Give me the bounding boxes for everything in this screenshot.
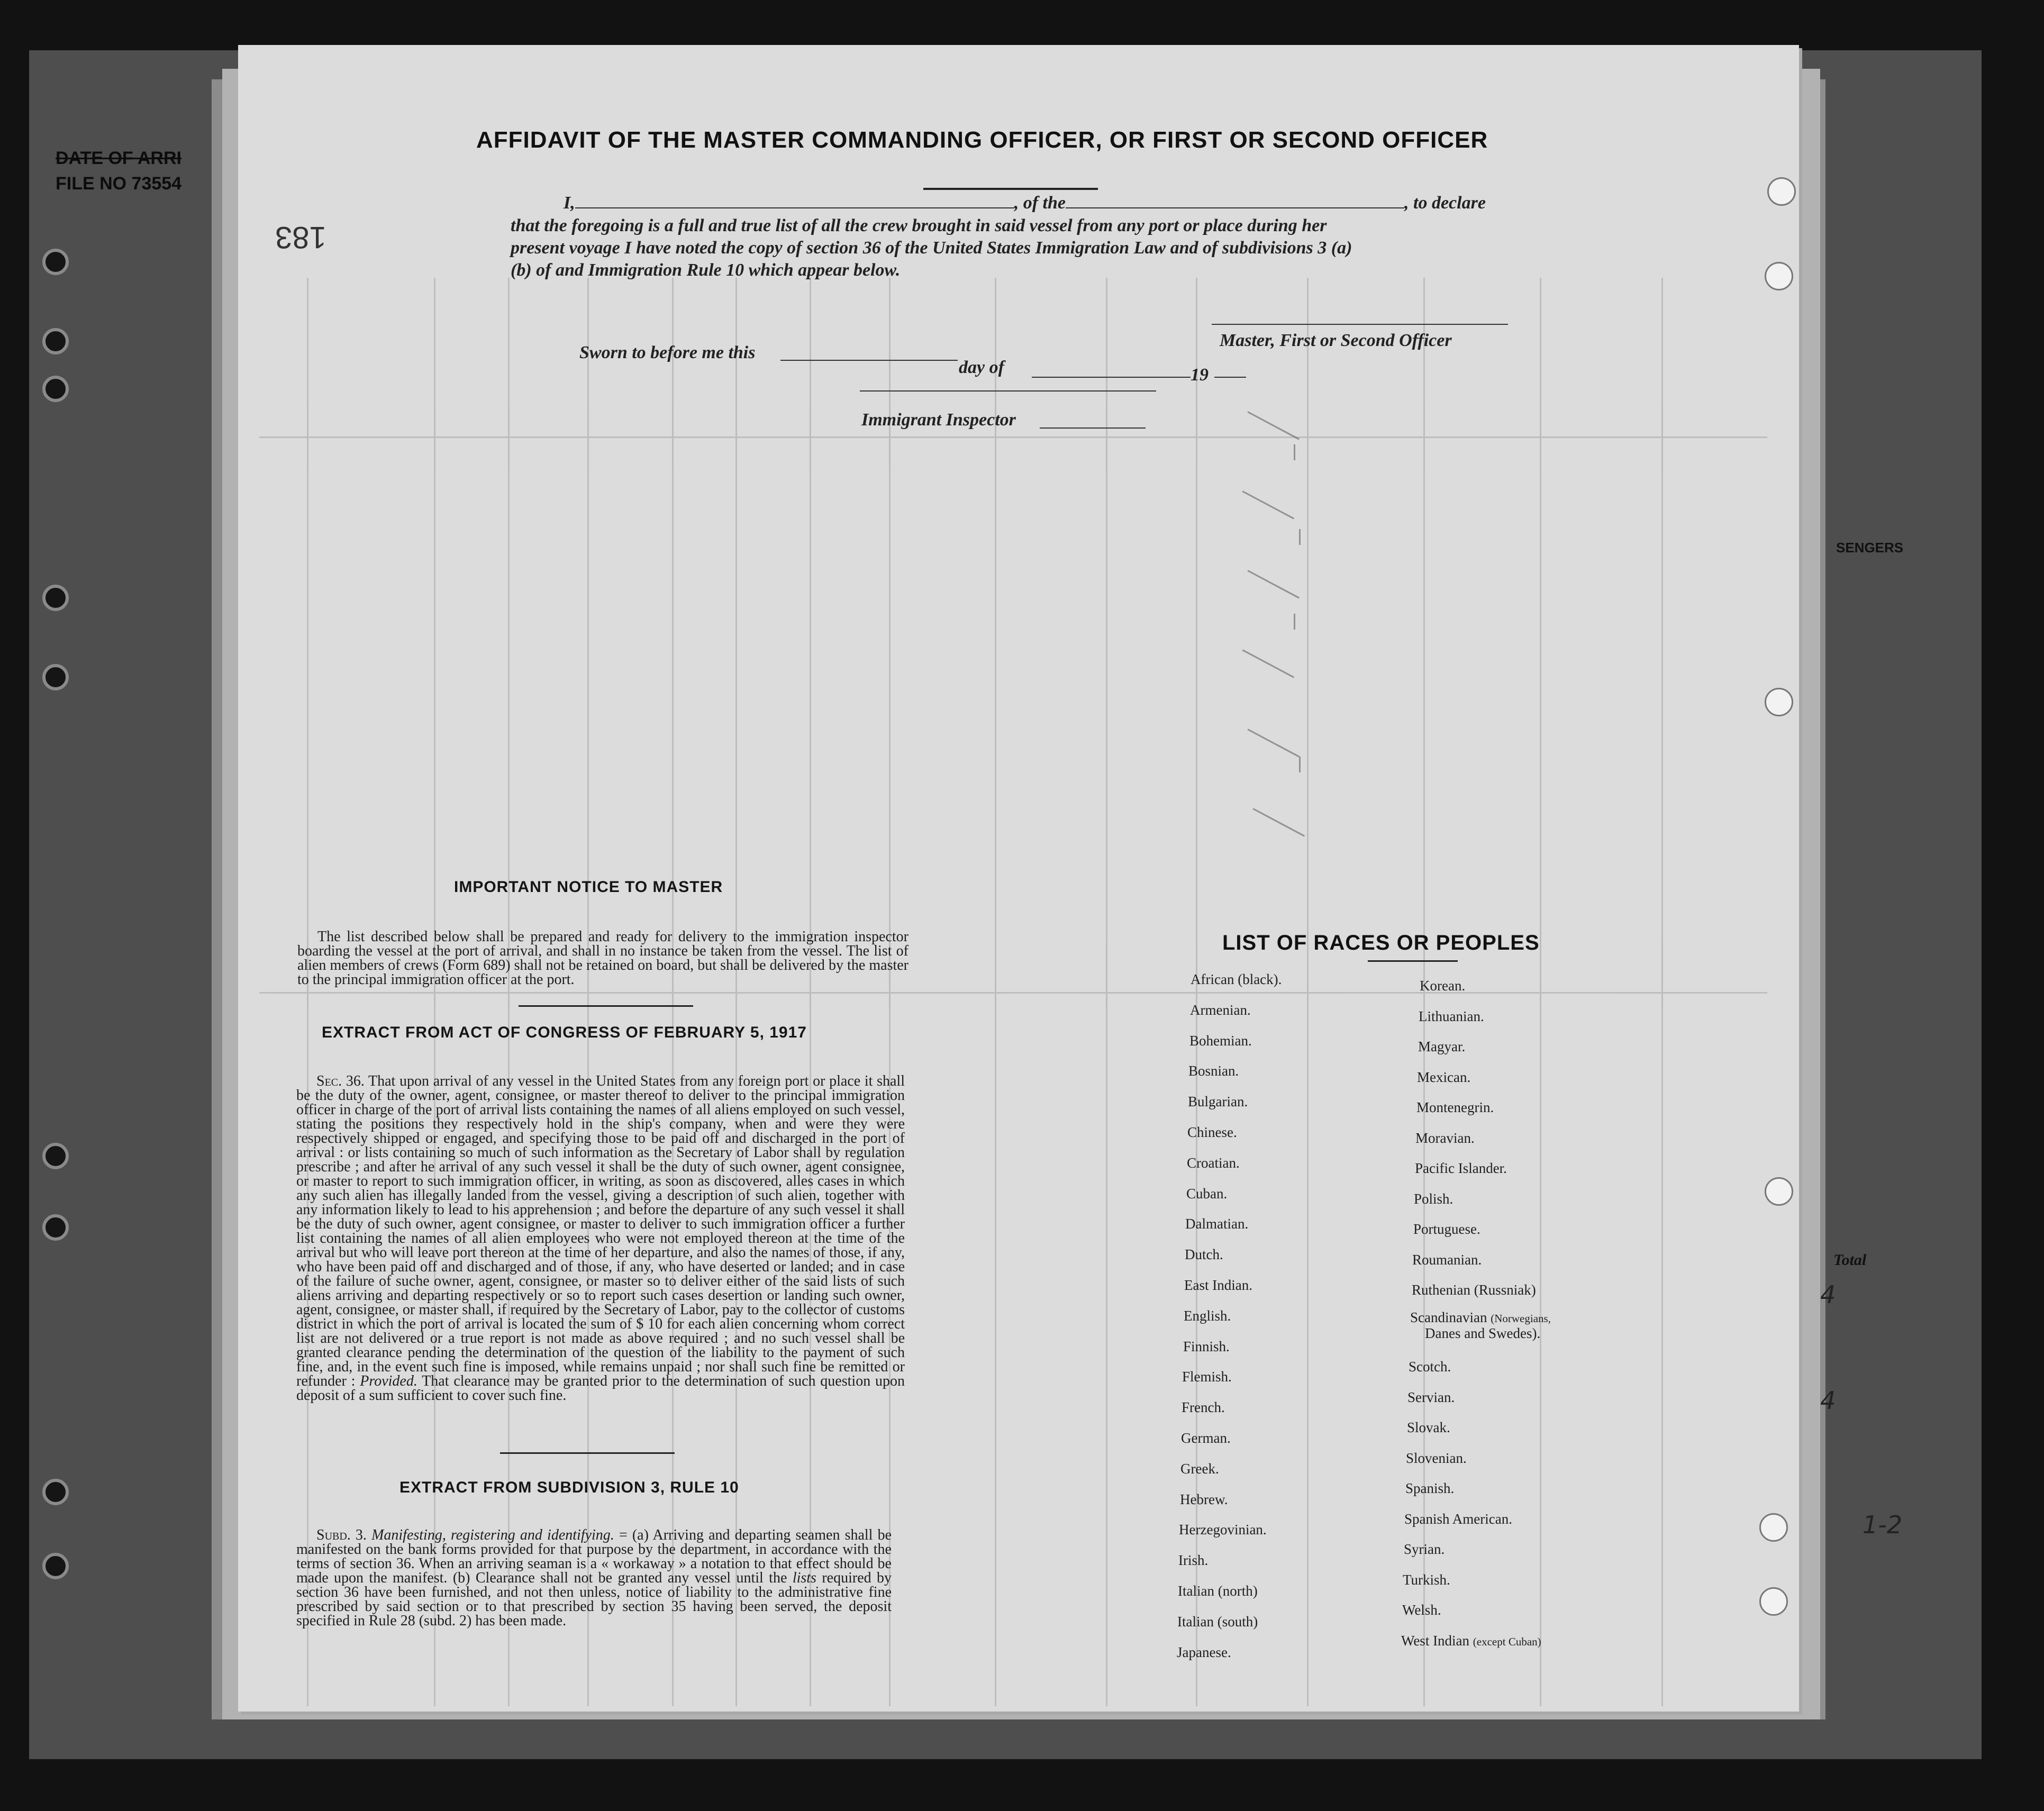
race-item: Welsh. [1402,1602,1441,1618]
sworn-month-line[interactable] [1032,377,1191,378]
race-scandinavian-line2: Danes and Swedes). [1425,1325,1541,1341]
affidavit-line-2: that the foregoing is a full and true list of all the crew brought in said vessel from any port or place during her [511,216,1327,235]
act-text-body: That upon arrival of any vessel in the United States from any foreign port or place it shall be the duty of the owner, agent, consignee, or master thereof to deliver to the principal immigration officer in charge of the port of arrival lists containing the names of all aliens employed on such vessel, stating the positions they respectively hold in the ship's company, when and were they were respectively shipped or engaged, and specifying those to be paid off and discharged in the port of arrival : or lists containing so much of such information as the Secretary of Labor shall by regulation prescribe ; and after he arrival of any such vessel it shall be the duty of such owner, agent consignee, or master to report to such immigration officer, in writing, as soon as discovered, alles cases in which any such alien has illegally landed from the vessel, giving a description of such alien, together with any information likely to lead to his apprehension ; and before the departure of any such vessel it shall be the duty of such owner, agent consignee, or master to deliver to such immigration officer a further list containing the names of all alien employees who were not employed thereon at the time of the arrival but who will leave port thereon at the time of her departure, and also the names of those, if any, who have been paid off and discharged and of those, if any, who have deserted or landed; and in case of the failure of suche owner, agent, consignee, or master so to deliver either of the said lists of such aliens arriving and departing respectively or so to report such cases desertion or landing such owner, agent, consignee, or master shall, if required by the Secretary of Labor, pay to the collector of customs district in which the port of arrival is located the sum of $ 10 for each alien concerning whom correct list are not delivered or a true report is not made as above required ; and no such vessel shall be granted clearance pending the determination of the question of the liability to the payment of such fine, and, in the event such fine is imposed, while remains unpaid ; nor shall such fine be remitted or refunder : [296,1073,905,1389]
rule-intro: Manifesting, registering and identifying. [371,1527,614,1543]
punch-hole [42,585,69,611]
senger-fragment: SENGERS [1836,540,1904,556]
race-item: Hebrew. [1180,1491,1228,1507]
race-item: Irish. [1178,1552,1209,1568]
affidavit-line-1 [564,193,1486,213]
rule-text [296,1528,892,1628]
race-item: German. [1181,1430,1231,1446]
punch-hole [42,1214,69,1241]
affidavit-title: AFFIDAVIT OF THE MASTER COMMANDING OFFICER, OR FIRST OR SECOND OFFICER [476,127,1488,153]
tick-mark [1299,529,1301,545]
race-item: Cuban. [1186,1186,1228,1202]
race-item: Magyar. [1418,1039,1466,1054]
punch-hole [42,376,69,402]
race-item: Chinese. [1187,1124,1237,1140]
punch-hole [42,1479,69,1505]
race-item: Roumanian. [1412,1252,1482,1268]
race-item: Servian. [1407,1389,1455,1405]
binder-hole [1759,1513,1788,1542]
race-item: Dutch. [1185,1246,1223,1262]
rule-text-a: = (a) Arriving and departing seamen shall be manifested on the bank forms provided for that purpose by the department, in accordance with the terms of section 36. When an arriving seaman is a « workaway » a notation to that effect should be made upon the manifest. [296,1527,892,1586]
binder-hole [1759,1587,1788,1616]
tick-mark [1299,757,1301,772]
binder-hole [1767,177,1796,206]
day-of-label: day of [959,358,1004,377]
race-item: English. [1184,1308,1231,1324]
race-item: French. [1182,1399,1225,1415]
punch-hole [42,249,69,275]
race-item: Bosnian. [1188,1063,1239,1079]
race-item: Ruthenian (Russniak) [1412,1282,1536,1298]
page-number: 183 [275,220,326,254]
race-item: Moravian. [1415,1130,1475,1146]
race-item: Bohemian. [1189,1033,1252,1049]
act-heading: EXTRACT FROM ACT OF CONGRESS OF FEBRUARY 5, 1917 [322,1024,807,1041]
handwritten-count-1: 4 [1820,1280,1836,1309]
handwritten-mark: 1-2 [1863,1510,1903,1539]
punch-hole [42,664,69,690]
race-item: Lithuanian. [1419,1008,1484,1024]
vessel-blank[interactable] [1066,207,1404,208]
rule-heading: EXTRACT FROM SUBDIVISION 3, RULE 10 [399,1479,739,1496]
race-item: East Indian. [1184,1277,1252,1293]
punch-hole [42,1143,69,1169]
master-label: Master, First or Second Officer [1220,331,1452,350]
binder-hole [1765,1177,1793,1206]
race-item: Korean. [1420,978,1466,994]
race-item: Mexican. [1417,1069,1471,1085]
master-signature-line[interactable] [1212,324,1508,325]
race-west-indian-main: West Indian [1401,1633,1470,1649]
act-rule [500,1452,675,1454]
tick-mark [1294,444,1295,460]
act-text [296,1074,905,1403]
race-west-indian-note: (except Cuban) [1473,1635,1541,1648]
affidavit-line-4: (b) of and Immigration Rule 10 which appear below. [511,260,901,280]
race-item: African (black). [1191,971,1282,987]
race-item: Croatian. [1187,1155,1240,1171]
rule-text-b1: (b) Clearance shall not be granted any vessel until the [452,1570,787,1586]
race-item: Scotch. [1409,1359,1451,1375]
affidavit-line-3: present voyage I have noted the copy of section 36 of the United States Immigration Law and of subdivisions 3 (a) [511,238,1352,258]
rule-text-b2: required by section 36 have been furnished, and not then unless, notice of liability to the administrative fine prescribed by said section or to that prescribed by section 35 having been served, the deposit specified in Rule 28 (subd. 2) has been made. [296,1570,892,1629]
notice-rule [519,1005,693,1007]
race-west-indian [1401,1633,1541,1649]
name-blank[interactable] [575,207,1014,208]
date-of-arrival-stamp: DATE OF ARRI [56,148,181,168]
race-item: Flemish. [1182,1369,1232,1385]
race-item: Armenian. [1190,1002,1251,1018]
subdivision-label: Subd. 3. [316,1527,367,1543]
races-rule [1368,960,1458,962]
title-rule [923,188,1098,190]
year-label: 19 [1191,365,1209,385]
race-item: Pacific Islander. [1415,1160,1507,1176]
punch-hole [42,328,69,354]
total-fragment: Total [1833,1251,1867,1269]
inspector-signature-line[interactable] [860,390,1156,392]
affidavit-declare: , to declare [1404,193,1486,213]
race-scandinavian [1410,1310,1601,1341]
race-item: Syrian. [1404,1541,1445,1557]
provided-word: Provided. [360,1373,417,1389]
race-item: Japanese. [1177,1644,1231,1660]
lists-word: lists [792,1570,816,1586]
race-item: Spanish. [1405,1480,1455,1496]
year-line[interactable] [1214,377,1246,378]
binder-hole [1765,688,1793,716]
section-label: Sec. 36. [316,1073,365,1089]
race-scandinavian-main: Scandinavian [1410,1309,1487,1325]
race-item: Finnish. [1183,1339,1230,1354]
race-item: Slovenian. [1406,1450,1467,1466]
race-scandinavian-note: (Norwegians, [1491,1312,1551,1325]
tick-mark [1294,614,1295,630]
race-item: Italian (north) [1178,1583,1258,1599]
race-item: Montenegrin. [1416,1099,1494,1115]
act-text-end: That clearance may be granted prior to the determination of such question upon deposit of a sum sufficient to cover such fine. [296,1373,905,1404]
sworn-label: Sworn to before me this [579,343,756,362]
race-item: Italian (south) [1177,1614,1258,1630]
race-item: Greek. [1180,1461,1219,1477]
affidavit-of: , of the [1014,193,1066,213]
inspector-label: Immigrant Inspector [861,410,1016,430]
sworn-day-line[interactable] [780,360,958,361]
race-item: Slovak. [1407,1419,1450,1435]
handwritten-count-2: 4 [1820,1386,1836,1415]
race-item: Dalmatian. [1185,1216,1249,1232]
races-title: LIST OF RACES OR PEOPLES [1222,931,1540,954]
race-item: Bulgarian. [1188,1094,1248,1109]
race-item: Polish. [1414,1191,1453,1207]
notice-text: The list described below shall be prepared and ready for delivery to the immigration inspector boarding the vessel at the port of arrival, and shall in no instance be taken from the vessel. The list of alien members of crews (Form 689) shall not be retained on board, but shall be delivered by the master to the principal immigration officer at the port. [297,929,909,988]
notice-heading: IMPORTANT NOTICE TO MASTER [454,878,723,896]
file-number-stamp [56,145,198,209]
binder-hole [1765,262,1793,290]
race-item: Portuguese. [1413,1221,1480,1237]
punch-hole [42,1553,69,1579]
race-item: Herzegovinian. [1179,1522,1267,1537]
race-item: Turkish. [1403,1572,1450,1588]
file-number: FILE NO 73554 [56,174,182,194]
affidavit-i: I, [564,193,575,213]
inspector-underline [1040,427,1146,429]
race-item: Spanish American. [1404,1511,1512,1527]
